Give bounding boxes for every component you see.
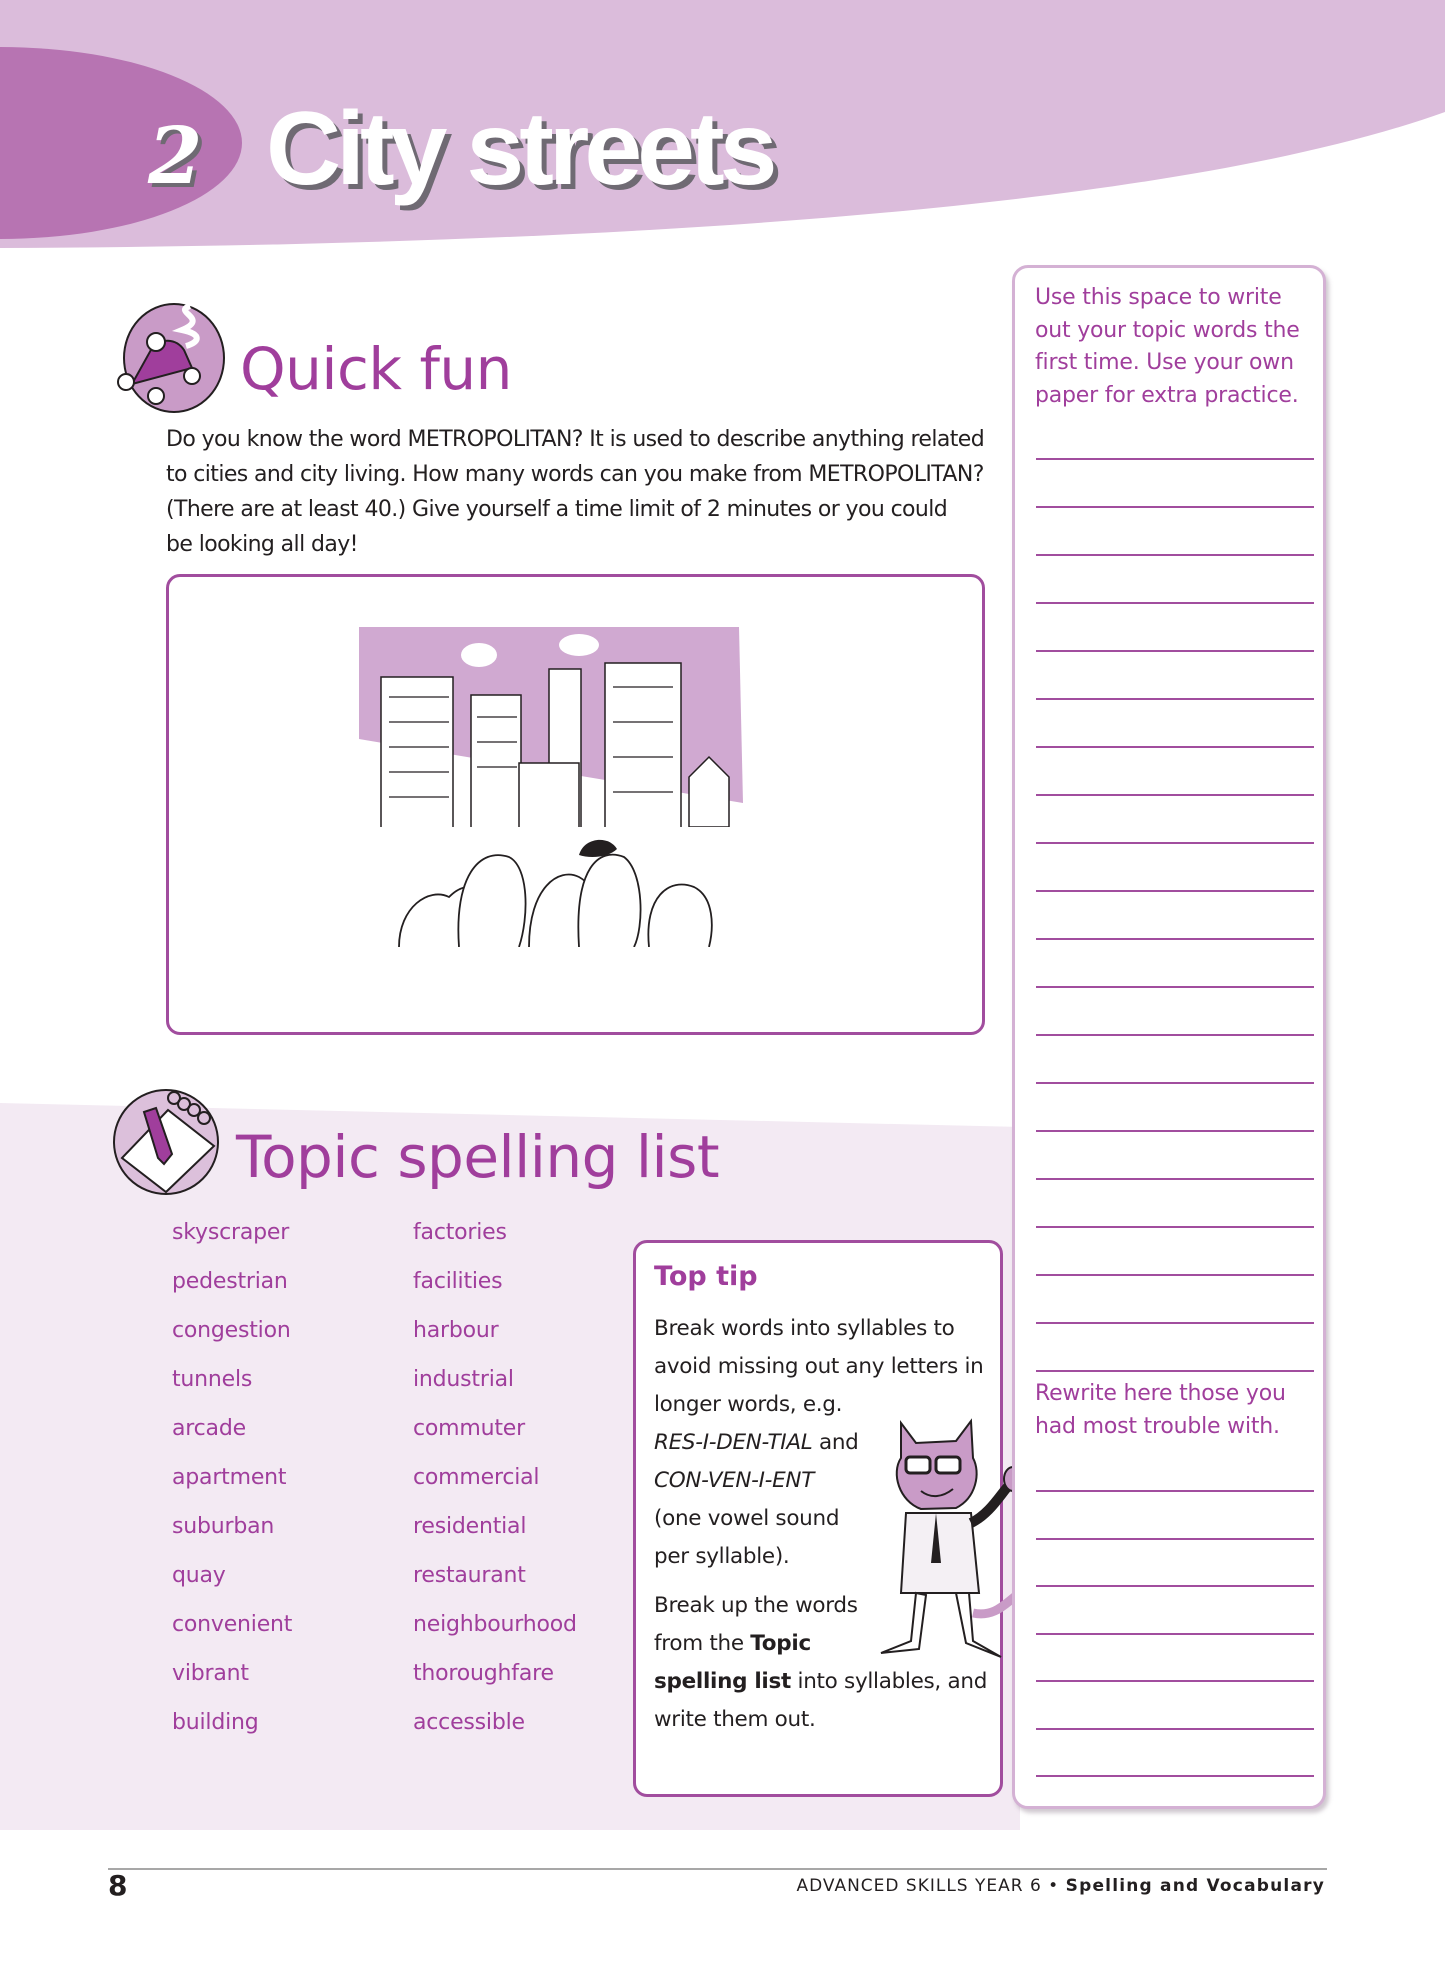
- write-line[interactable]: [1036, 1274, 1314, 1276]
- write-line[interactable]: [1036, 794, 1314, 796]
- write-line[interactable]: [1036, 1322, 1314, 1324]
- paragraph-line: Do you know the word METROPOLITAN? It is used to describe anything related: [166, 427, 985, 452]
- spelling-word: facilities: [413, 1269, 503, 1294]
- spelling-word: restaurant: [413, 1563, 526, 1588]
- write-line[interactable]: [1036, 1538, 1314, 1540]
- instruction-line: first time. Use your own: [1035, 350, 1294, 375]
- spelling-word: congestion: [172, 1318, 291, 1343]
- spelling-word: accessible: [413, 1710, 525, 1735]
- paragraph-line: (There are at least 40.) Give yourself a time limit of 2 minutes or you could: [166, 497, 948, 522]
- top-tip-title: Top tip: [654, 1261, 758, 1292]
- series-name: ADVANCED SKILLS YEAR 6: [796, 1876, 1042, 1896]
- quick-fun-paragraph: [166, 422, 996, 562]
- write-line[interactable]: [1036, 1130, 1314, 1132]
- tip-text-line: write them out.: [654, 1707, 816, 1732]
- write-line[interactable]: [1036, 890, 1314, 892]
- tip-text: into syllables, and: [790, 1669, 988, 1694]
- write-line[interactable]: [1036, 1034, 1314, 1036]
- write-line[interactable]: [1036, 842, 1314, 844]
- syllable-example: CON-VEN-I-ENT: [654, 1468, 815, 1493]
- cat-mascot-illustration: [861, 1413, 1031, 1663]
- write-line[interactable]: [1036, 1633, 1314, 1635]
- write-line[interactable]: [1036, 602, 1314, 604]
- quick-fun-title: Quick fun: [240, 335, 512, 403]
- write-line[interactable]: [1036, 1680, 1314, 1682]
- tip-text-line: Break words into syllables to: [654, 1316, 955, 1341]
- tip-text-line: (one vowel sound: [654, 1506, 840, 1531]
- spelling-word: harbour: [413, 1318, 499, 1343]
- write-line[interactable]: [1036, 1370, 1314, 1372]
- tip-text: and: [812, 1430, 859, 1455]
- spelling-word: commuter: [413, 1416, 525, 1441]
- tip-text-line: avoid missing out any letters in: [654, 1354, 984, 1379]
- topic-spelling-list-title: Topic spelling list: [236, 1123, 720, 1191]
- write-line[interactable]: [1036, 746, 1314, 748]
- sidebar-instructions: [1035, 282, 1300, 412]
- spelling-word: quay: [172, 1563, 226, 1588]
- tip-text-line: [654, 1671, 987, 1693]
- tip-text-line: Break up the words: [654, 1593, 858, 1618]
- spelling-word: tunnels: [172, 1367, 253, 1392]
- spelling-word: convenient: [172, 1612, 293, 1637]
- write-line[interactable]: [1036, 1490, 1314, 1492]
- write-line[interactable]: [1036, 1178, 1314, 1180]
- tip-text-bold: spelling list: [654, 1669, 791, 1694]
- write-line[interactable]: [1036, 1082, 1314, 1084]
- spelling-word: building: [172, 1710, 259, 1735]
- instruction-line: Use this space to write: [1035, 285, 1282, 310]
- tip-text-line: [654, 1470, 814, 1492]
- write-line[interactable]: [1036, 1226, 1314, 1228]
- instruction-line: Rewrite here those you: [1035, 1381, 1286, 1406]
- tip-text-line: per syllable).: [654, 1544, 790, 1569]
- spelling-word: suburban: [172, 1514, 275, 1539]
- spelling-word: neighbourhood: [413, 1612, 577, 1637]
- write-line[interactable]: [1036, 506, 1314, 508]
- tip-text-line: longer words, e.g.: [654, 1392, 843, 1417]
- tip-text-line: [654, 1633, 811, 1655]
- illustration-frame: [166, 574, 985, 1035]
- syllable-example: RES-I-DEN-TIAL: [654, 1430, 813, 1455]
- racing-car-icon: [112, 298, 228, 414]
- write-line[interactable]: [1036, 986, 1314, 988]
- instruction-line: out your topic words the: [1035, 317, 1300, 343]
- write-line[interactable]: [1036, 1728, 1314, 1730]
- spelling-word: apartment: [172, 1465, 287, 1490]
- write-line[interactable]: [1036, 938, 1314, 940]
- spelling-word: thoroughfare: [413, 1661, 554, 1686]
- city-crowd-illustration: [359, 627, 759, 947]
- write-line[interactable]: [1036, 698, 1314, 700]
- spelling-word: pedestrian: [172, 1269, 288, 1294]
- notepad-pencil-icon: [108, 1082, 224, 1198]
- footer-book-title: [796, 1878, 1325, 1895]
- write-line[interactable]: [1036, 1585, 1314, 1587]
- spelling-word: arcade: [172, 1416, 246, 1441]
- instruction-line: had most trouble with.: [1035, 1413, 1280, 1439]
- sidebar-rewrite-instructions: [1035, 1378, 1286, 1443]
- writing-practice-sidebar: [1012, 265, 1326, 1809]
- spelling-word: vibrant: [172, 1661, 249, 1686]
- tip-text-bold: Topic: [750, 1631, 811, 1656]
- spelling-word: residential: [413, 1514, 527, 1539]
- spelling-word: industrial: [413, 1367, 514, 1392]
- paragraph-line: be looking all day!: [166, 532, 358, 557]
- tip-text-line: [654, 1432, 859, 1454]
- spelling-word: skyscraper: [172, 1220, 290, 1245]
- tip-text: from the: [654, 1631, 751, 1656]
- footer-divider: [108, 1868, 1327, 1870]
- write-line[interactable]: [1036, 554, 1314, 556]
- book-name: Spelling and Vocabulary: [1065, 1876, 1325, 1896]
- chapter-number: 2: [148, 111, 203, 202]
- write-line[interactable]: [1036, 1775, 1314, 1777]
- instruction-line: paper for extra practice.: [1035, 382, 1299, 408]
- write-line[interactable]: [1036, 650, 1314, 652]
- paragraph-line: to cities and city living. How many words can you make from METROPOLITAN?: [166, 462, 984, 487]
- write-line[interactable]: [1036, 458, 1314, 460]
- page-number: 8: [108, 1869, 128, 1902]
- top-tip-box: [633, 1240, 1003, 1797]
- spelling-word: commercial: [413, 1465, 540, 1490]
- spelling-word: factories: [413, 1220, 507, 1245]
- separator: •: [1041, 1876, 1066, 1896]
- chapter-title: City streets: [266, 91, 773, 207]
